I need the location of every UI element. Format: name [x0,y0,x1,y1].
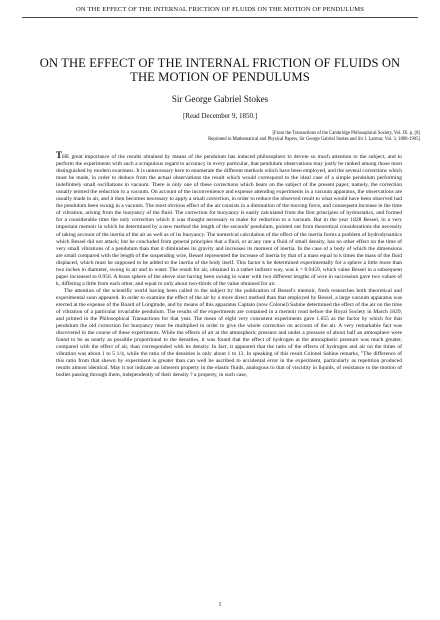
citation-line-1: [From the Transactions of the Cambridge Philosophical Society, Vol. IX. p. [8] [272,131,420,136]
citation-line-2: Reprinted in Mathematical and Physical Papers, Sir George Gabriel Stokes and Sir J. Larmor, Vol. 3, 1880-1905] [208,137,420,143]
paper-title: ON THE EFFECT OF THE INTERNAL FRICTION OF FLUIDS ON THE MOTION OF PENDULUMS [39,56,401,84]
page-number: 1 [218,602,222,608]
paragraph-1 [56,152,402,288]
citation-block [40,131,420,144]
paragraph-2: The attention of the scientific world having been called to the subject by the publication of Bessel's memoir, fresh researches both theoretical and experimental soon appeared. In order to examine the effect of the air by a more direct method than that employed by Bessel, a large vacuum apparatus was erected at the expense of the Board of Longitude, and by means of this apparatus Captain (now Colonel) Sabine determined the effect of the air on the time of vibration of a particular invariable pendulum. The results of the experiments are contained in a memoir read before the Royal Society in March 1829, and printed in the Philosophical Transactions for that year. The mean of eight very consistent experiments gave 1.655 as the factor by which for that pendulum the old correction for buoyancy must be multiplied in order to give the whole correction on account of the air. A very remarkable fact was discovered in the course of these experiments. While the effects of air at the atmospheric pressure and under a pressure of about half an atmosphere were found to be as nearly as possible proportional to the densities, it was found that the effect of hydrogen at the atmospheric pressure was much greater, compared with the effect of air, than corresponded with its density. In fact, it appeared that the ratio of the effects of hydrogen and air on the times of vibration was about 1 to 5 1/4, while the ratio of the densities is only about 1 to 13. In speaking of this result Colonel Sabine remarks, "The difference of this ratio from that shewn by experiment is greater than can well be ascribed to accidental error in the experiment, particularly as repetition produced results almost identical. May it not indicate an inherent property in the elastic fluids, analogous to that of viscidity in liquids, of resistance to the motion of bodies passing through them, independently of their density ? a property, in such case, [56,287,402,379]
running-header: ON THE EFFECT OF THE INTERNAL FRICTION OF FLUIDS ON THE MOTION OF PENDULUMS [76,6,364,13]
author-name: Sir George Gabriel Stokes [171,94,269,104]
read-date: [Read December 9, 1850.] [182,112,258,120]
paragraph-1-text: HE great importance of the results obtained by means of the pendulum has induced philosophers to devote so much attention to the subject, and to perform the experiments with such a scrupulous regard to accuracy in every particular, that pendulum observations may justly be ranked among those most distinguished by modern exactness. It is unnecessary here to enumerate the different methods which have been employed, and the several corrections which must be made, in order to deduce from the actual observations the result which would correspond to the ideal case of a simple pendulum performing indefinitely small oscillations in vacuum. There is only one of these corrections which bears on the subject of the present paper, namely, the correction usually termed the reduction to a vacuum. On account of the inconvenience and expense attending experiments in a vacuum apparatus, the observations are usually made in air, and it then becomes necessary to apply a small correction, in order to reduce the observed result to what would have been observed had the pendulum been swung in a vacuum. The most obvious effect of the air consists in a diminution of the moving force, and consequent increase in the time of vibration, arising from the buoyancy of the fluid. The correction for buoyancy is easily calculated from the first principles of hydrostatics, and formed for a considerable time the only correction which it was thought necessary to make for reduction to a vacuum. But in the year 1828 Bessel, in a very important memoir in which he determined by a new method the length of the seconds' pendulum, pointed out from theoretical considerations the necessity of taking account of the inertia of the air as well as of its buoyancy. The numerical calculation of the effect of the inertia forms a problem of hydrodynamics which Bessel did not attack; but he concluded from general principles that a fluid, or at any rate a fluid of small density, has no other effect on the time of very small vibrations of a pendulum than that it diminishes its gravity and increases its moment of inertia. In the case of a body of which the dimensions are small compared with the length of the suspending wire, Bessel represented the increase of inertia by that of a mass equal to k times the mass of the fluid displaced, which must be supposed to be added to the inertia of the body itself. This factor k he determined experimentally for a sphere a little more than two inches in diameter, swung in air and in water. The result for air, obtained in a rather indirect way, was k = 0.9459, which value Bessel in a subsequent paper increased to 0.956. A brass sphere of the above size having been swung in water with two different lengths of wire in succession gave two values of k, differing a little from each other, and equal to only about two-thirds of the value obtained for air. [56,154,403,287]
body-text [56,152,402,380]
drop-cap: T [56,150,63,160]
header-rule [22,17,418,18]
